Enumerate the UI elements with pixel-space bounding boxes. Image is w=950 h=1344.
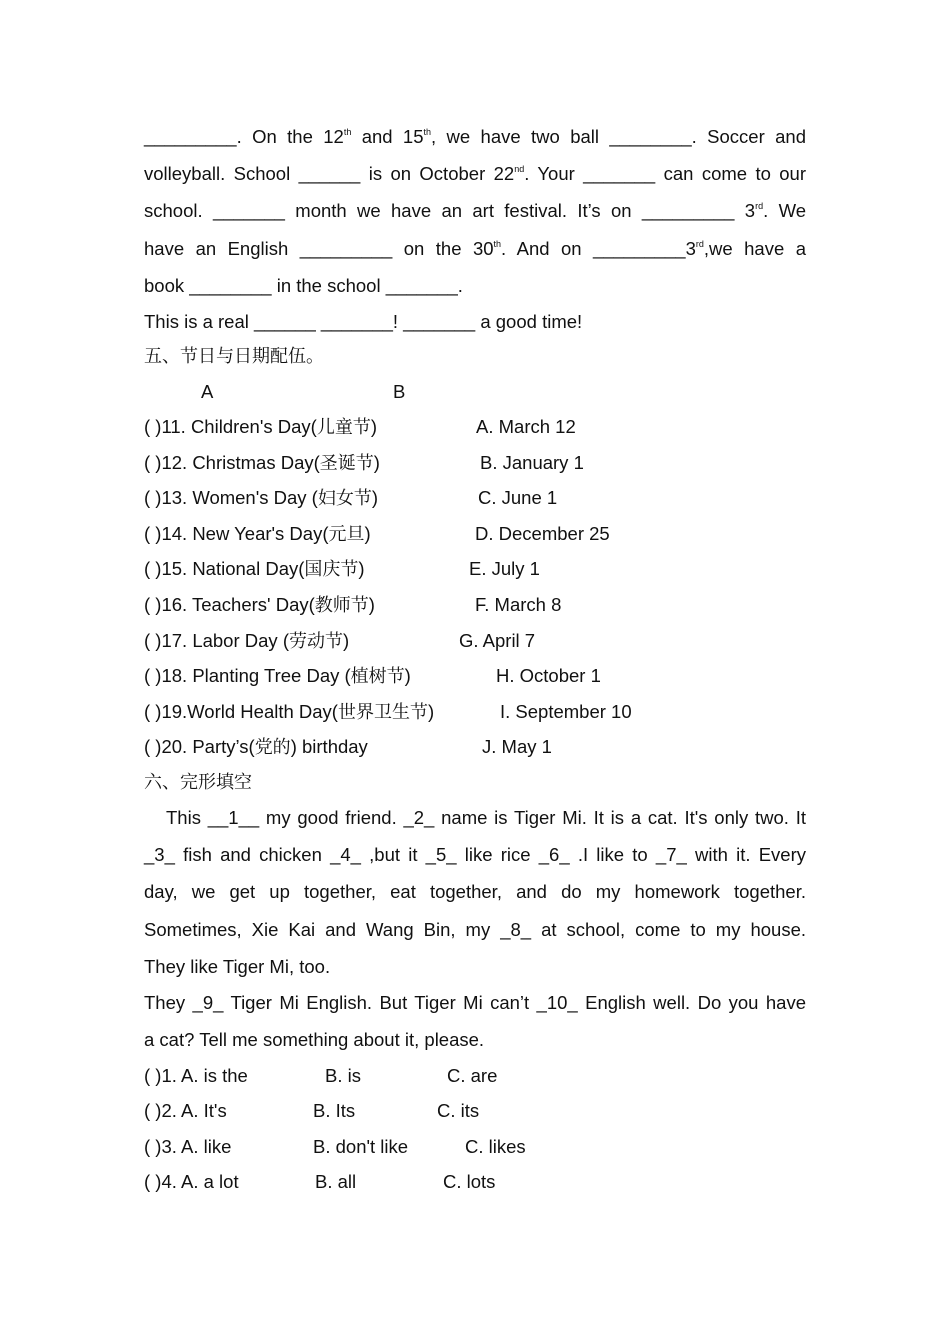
passage-line-1: _________. On the 12th and 15th, we have two ball ________. Soccer and	[144, 126, 806, 147]
match-answer-h: H. October 1	[496, 665, 601, 686]
match-item-12: ( )12. Christmas Day(圣诞节)	[144, 452, 380, 474]
question-2-option-c: C. its	[437, 1100, 480, 1121]
question-1-option-c: C. are	[447, 1065, 498, 1086]
passage-line-5: book ________ in the school _______.	[144, 275, 463, 296]
question-2: ( )2. A. It's	[144, 1100, 227, 1121]
match-answer-a: A. March 12	[476, 416, 576, 437]
question-3-option-b: B. don't like	[313, 1136, 409, 1157]
passage-line-3: school. _______ month we have an art festival. It’s on _________ 3rd. We	[144, 200, 806, 221]
cloze-line-1: This __1__ my good friend. _2_ name is Tiger Mi. It is a cat. It's only two. It	[166, 807, 806, 828]
passage-line-2: volleyball. School ______ is on October 22nd. Your _______ can come to our	[144, 163, 806, 184]
passage-line-4: have an English _________ on the 30th. And on _________3rd,we have a	[144, 238, 806, 259]
match-answer-i: I. September 10	[500, 701, 632, 722]
match-answer-e: E. July 1	[469, 558, 540, 579]
question-4-option-b: B. all	[315, 1171, 357, 1192]
match-item-13: ( )13. Women's Day (妇女节)	[144, 487, 379, 509]
cloze-line-7: a cat? Tell me something about it, please.	[144, 1029, 485, 1050]
match-answer-b: B. January 1	[480, 452, 584, 473]
match-item-11: ( )11. Children's Day(儿童节)	[144, 416, 377, 438]
match-item-14: ( )14. New Year's Day(元旦)	[144, 523, 371, 545]
match-answer-c: C. June 1	[478, 487, 558, 508]
cloze-line-3: day, we get up together, eat together, and do my homework together.	[144, 881, 806, 902]
column-b-header: B	[393, 381, 406, 402]
section6-title: 六、完形填空	[144, 772, 252, 793]
question-3: ( )3. A. like	[144, 1136, 232, 1157]
section5-title: 五、节日与日期配伍。	[144, 346, 324, 367]
match-answer-j: J. May 1	[482, 736, 552, 757]
question-1-option-b: B. is	[325, 1065, 361, 1086]
match-item-20: ( )20. Party’s(党的) birthday	[144, 736, 368, 758]
question-4-option-c: C. lots	[443, 1171, 496, 1192]
match-item-16: ( )16. Teachers' Day(教师节)	[144, 594, 375, 616]
cloze-line-5: They like Tiger Mi, too.	[144, 956, 331, 977]
question-2-option-b: B. Its	[313, 1100, 356, 1121]
match-item-19: ( )19.World Health Day(世界卫生节)	[144, 701, 435, 723]
question-4: ( )4. A. a lot	[144, 1171, 239, 1192]
match-item-18: ( )18. Planting Tree Day (植树节)	[144, 665, 411, 687]
match-answer-d: D. December 25	[475, 523, 610, 544]
match-answer-g: G. April 7	[459, 630, 536, 651]
cloze-line-6: They _9_ Tiger Mi English. But Tiger Mi can’t _10_ English well. Do you have	[144, 992, 806, 1013]
cloze-line-4: Sometimes, Xie Kai and Wang Bin, my _8_ at school, come to my house.	[144, 919, 806, 940]
match-item-15: ( )15. National Day(国庆节)	[144, 558, 365, 580]
match-item-17: ( )17. Labor Day (劳动节)	[144, 630, 350, 652]
question-1: ( )1. A. is the	[144, 1065, 248, 1086]
question-3-option-c: C. likes	[465, 1136, 526, 1157]
column-a-header: A	[201, 381, 214, 402]
match-answer-f: F. March 8	[475, 594, 562, 615]
cloze-line-2: _3_ fish and chicken _4_ ,but it _5_ like rice _6_ .I like to _7_ with it. Every	[144, 844, 806, 865]
passage-line-6: This is a real ______ _______! _______ a good time!	[144, 311, 583, 332]
